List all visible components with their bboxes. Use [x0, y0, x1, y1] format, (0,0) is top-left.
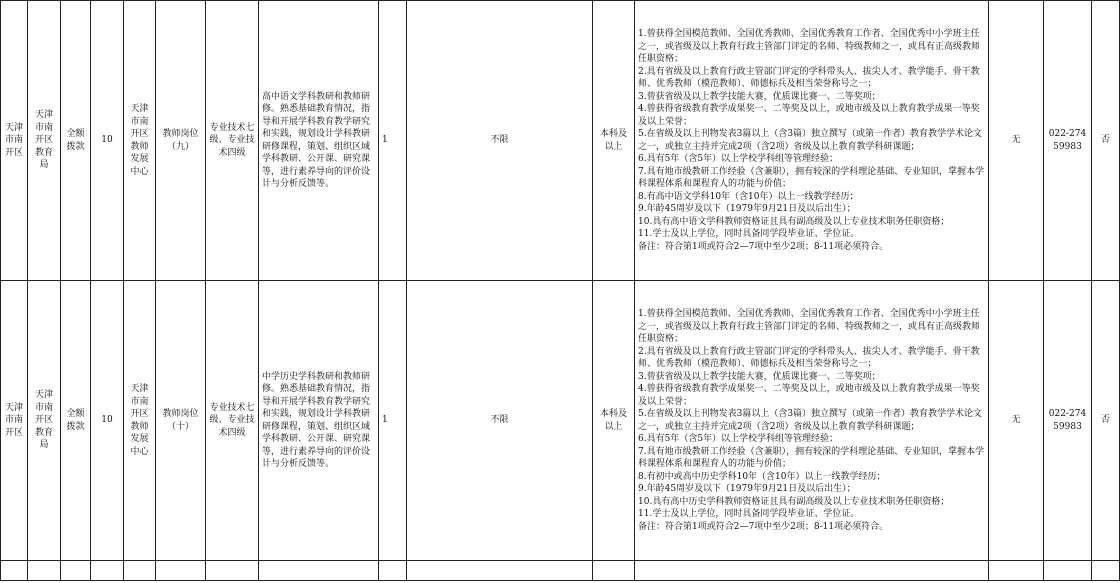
description-cell: 中学历史学科教研和教师研修。熟悉基础教育情况，指导和开展学科教育教学研究和实践，规划设计学科教研研修课程，策划、组织区域学科教研、公开课、研究课等，进行素养导向的评价设计与分析反馈等。 [259, 281, 379, 561]
funding-cell: 全额拨款 [61, 1, 91, 281]
table-row-partial [1, 561, 1120, 581]
requirement-item: 3.曾获省级及以上教学技能大赛，优质课比赛一、二等奖项； [638, 371, 881, 382]
requirement-item: 5.在省级及以上刊物发表3篇以上（含3篇）独立撰写（或第一作者）教育教学学术论文之一，或独立主持并完成2项（含2项）省级及以上教育教学科研课题； [638, 129, 983, 152]
empty-cell [156, 561, 206, 581]
requirement-item: 1.曾获得全国模范教师、全国优秀教师、全国优秀教育工作者、全国优秀中小学班主任之一，或省级及以上教育行政主管部门评定的名师、特级教师之一，或具有正高级教师任职资格； [638, 29, 981, 64]
empty-cell [91, 561, 124, 581]
table-row [1, 281, 1120, 561]
employer-cell: 天津市南开区教师发展中心 [124, 1, 156, 281]
requirements-cell [635, 1, 989, 281]
education-cell: 本科及以上 [593, 281, 635, 561]
phone-cell: 022-27459983 [1044, 281, 1092, 561]
requirement-item: 9.年龄45周岁及以下（1979年9月21日及以后出生）； [638, 204, 856, 214]
empty-cell [206, 561, 259, 581]
code-cell: 10 [91, 281, 124, 561]
other-cell: 无 [989, 281, 1044, 561]
flag-cell: 否 [1092, 1, 1120, 281]
position-cell: 教师岗位（九） [156, 1, 206, 281]
requirement-item: 4.曾获得省级教育教学成果奖一、二等奖及以上，或地市级及以上教育教学成果一等奖及以上荣誉； [638, 384, 980, 407]
requirement-item: 11.学士及以上学位，同时具备同学段毕业证、学位证。 [638, 229, 860, 239]
area-cell: 天津市南开区 [1, 281, 28, 561]
count-cell: 1 [379, 1, 407, 281]
requirement-item: 9.年龄45周岁及以下（1979年9月21日及以后出生）； [638, 484, 856, 494]
empty-cell [1092, 561, 1120, 581]
level-cell: 专业技术七级、专业技术四级 [206, 281, 259, 561]
empty-cell [635, 561, 989, 581]
requirement-item: 7.具有地市级教研工作经验（含兼职），拥有较深的学科理论基础、专业知识，掌握本学科课程体系和课程育人的功能与价值； [638, 166, 985, 189]
requirement-item: 5.在省级及以上刊物发表3篇以上（含3篇）独立撰写（或第一作者）教育教学学术论文之一，或独立主持并完成2项（含2项）省级及以上教育教学科研课题； [638, 409, 983, 432]
major-cell: 不限 [407, 1, 593, 281]
requirement-note: 备注：符合第1项或符合2—7项中至少2项；8-11项必须符合。 [638, 241, 889, 252]
requirement-item: 11.学士及以上学位，同时具备同学段毕业证、学位证。 [638, 509, 860, 519]
requirement-item: 2.具有省级及以上教育行政主管部门评定的学科带头人、拔尖人才、教学能手、骨干教师、优秀教师（模范教师）、师德标兵及相当荣誉称号之一； [638, 346, 980, 369]
empty-cell [379, 561, 407, 581]
area-cell: 天津市南开区 [1, 1, 28, 281]
count-cell: 1 [379, 281, 407, 561]
flag-cell: 否 [1092, 281, 1120, 561]
requirement-item: 3.曾获省级及以上教学技能大赛，优质课比赛一、二等奖项； [638, 91, 881, 102]
empty-cell [407, 561, 593, 581]
code-cell: 10 [91, 1, 124, 281]
empty-cell [259, 561, 379, 581]
level-cell: 专业技术七级、专业技术四级 [206, 1, 259, 281]
employer-cell: 天津市南开区教师发展中心 [124, 281, 156, 561]
empty-cell [593, 561, 635, 581]
position-cell: 教师岗位（十） [156, 281, 206, 561]
requirement-item: 10.具有高中语文学科教师资格证且具有副高级及以上专业技术职务任职资格； [638, 216, 950, 227]
major-cell: 不限 [407, 281, 593, 561]
requirement-note: 备注：符合第1项或符合2—7项中至少2项；8-11项必须符合。 [638, 521, 889, 532]
requirement-item: 2.具有省级及以上教育行政主管部门评定的学科带头人、拔尖人才、教学能手、骨干教师、优秀教师（模范教师）、师德标兵及相当荣誉称号之一； [638, 66, 980, 89]
unit-cell: 天津市南开区教育局 [28, 1, 61, 281]
education-cell: 本科及以上 [593, 1, 635, 281]
requirement-item: 10.具有高中历史学科教师资格证且具有副高级及以上专业技术职务任职资格； [638, 496, 950, 507]
requirement-item: 1.曾获得全国模范教师、全国优秀教师、全国优秀教育工作者、全国优秀中小学班主任之一，或省级及以上教育行政主管部门评定的名师、特级教师之一，或具有正高级教师任职资格； [638, 309, 981, 344]
other-cell: 无 [989, 1, 1044, 281]
requirement-item: 4.曾获得省级教育教学成果奖一、二等奖及以上，或地市级及以上教育教学成果一等奖及以上荣誉； [638, 104, 980, 127]
empty-cell [1, 561, 28, 581]
requirement-item: 8.有高中语文学科10年（含10年）以上一线教学经历； [638, 191, 859, 202]
empty-cell [61, 561, 91, 581]
requirement-item: 7.具有地市级教研工作经验（含兼职），拥有较深的学科理论基础、专业知识，掌握本学科课程体系和课程育人的功能与价值； [638, 446, 985, 469]
phone-cell: 022-27459983 [1044, 1, 1092, 281]
requirement-item: 8.有初中或高中历史学科10年（含10年）以上一线教学经历； [638, 471, 886, 482]
description-cell: 高中语文学科教研和教师研修。熟悉基础教育情况，指导和开展学科教育教学研究和实践，规划设计学科教研研修课程，策划、组织区域学科教研、公开课、研究课等，进行素养导向的评价设计与分析反馈等。 [259, 1, 379, 281]
funding-cell: 全额拨款 [61, 281, 91, 561]
requirement-item: 6.具有5年（含5年）以上学校学科组等管理经验； [638, 434, 839, 444]
empty-cell [989, 561, 1044, 581]
unit-cell: 天津市南开区教育局 [28, 281, 61, 561]
empty-cell [28, 561, 61, 581]
empty-cell [1044, 561, 1092, 581]
table-row [1, 1, 1120, 281]
empty-cell [124, 561, 156, 581]
requirement-item: 6.具有5年（含5年）以上学校学科组等管理经验； [638, 154, 839, 164]
requirements-cell [635, 281, 989, 561]
